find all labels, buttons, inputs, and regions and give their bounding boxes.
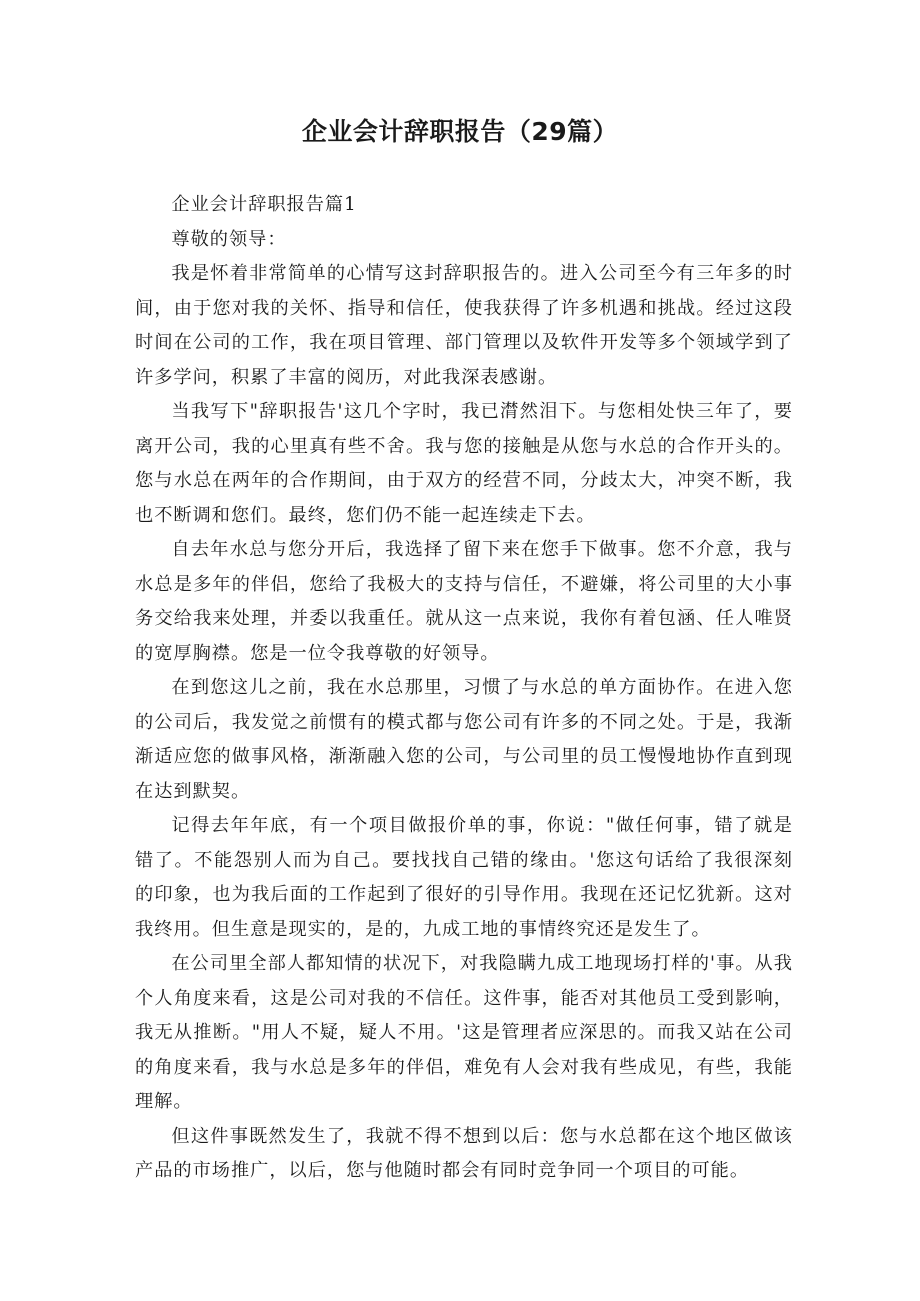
body-paragraph: 但这件事既然发生了，我就不得不想到以后：您与水总都在这个地区做该产品的市场推广，以后，您与他随时都会有同时竞争同一个项目的可能。 bbox=[135, 1125, 793, 1181]
body-paragraph: 记得去年年底，有一个项目做报价单的事，你说："做任何事，错了就是错了。不能怨别人而为自己。要找找自己错的缘由。'您这句话给了我很深刻的印象，也为我后面的工作起到了很好的引导作用。我现在还记忆犹新。这对我终用。但生意是现实的，是的，九成工地的事情终究还是发生了。 bbox=[135, 815, 793, 940]
body-paragraph: 自去年水总与您分开后，我选择了留下来在您手下做事。您不介意，我与水总是多年的伴侣，您给了我极大的支持与信任，不避嫌，将公司里的大小事务交给我来处理，并委以我重任。就从这一点来说，我你有着包涵、任人唯贤的宽厚胸襟。您是一位令我尊敬的好领导。 bbox=[135, 539, 793, 664]
section-heading: 企业会计辞职报告篇1 bbox=[171, 194, 357, 215]
body-paragraph: 我是怀着非常简单的心情写这封辞职报告的。进入公司至今有三年多的时间，由于您对我的关怀、指导和信任，使我获得了许多机遇和挑战。经过这段时间在公司的工作，我在项目管理、部门管理以及软件开发等多个领域学到了许多学问，积累了丰富的阅历，对此我深表感谢。 bbox=[135, 263, 793, 388]
body-paragraph: 在公司里全部人都知情的状况下，对我隐瞒九成工地现场打样的'事。从我个人角度来看，这是公司对我的不信任。这件事，能否对其他员工受到影响，我无从推断。"用人不疑，疑人不用。'这是管理者应深思的。而我又站在公司的角度来看，我与水总是多年的伴侣，难免有人会对我有些成见，有些，我能理解。 bbox=[135, 953, 793, 1112]
document-body bbox=[135, 188, 793, 1189]
salutation: 尊敬的领导： bbox=[171, 228, 287, 250]
document-title: 企业会计辞职报告（29篇） bbox=[301, 117, 619, 146]
body-paragraph: 当我写下"辞职报告'这几个字时，我已潸然泪下。与您相处快三年了，要离开公司，我的心里真有些不舍。我与您的接触是从您与水总的合作开头的。您与水总在两年的合作期间，由于双方的经营不同，分歧太大，冲突不断，我也不断调和您们。最终，您们仍不能一起连续走下去。 bbox=[135, 401, 793, 526]
body-paragraph: 在到您这儿之前，我在水总那里，习惯了与水总的单方面协作。在进入您的公司后，我发觉之前惯有的模式都与您公司有许多的不同之处。于是，我渐渐适应您的做事风格，渐渐融入您的公司，与公司里的员工慢慢地协作直到现在达到默契。 bbox=[135, 677, 793, 802]
